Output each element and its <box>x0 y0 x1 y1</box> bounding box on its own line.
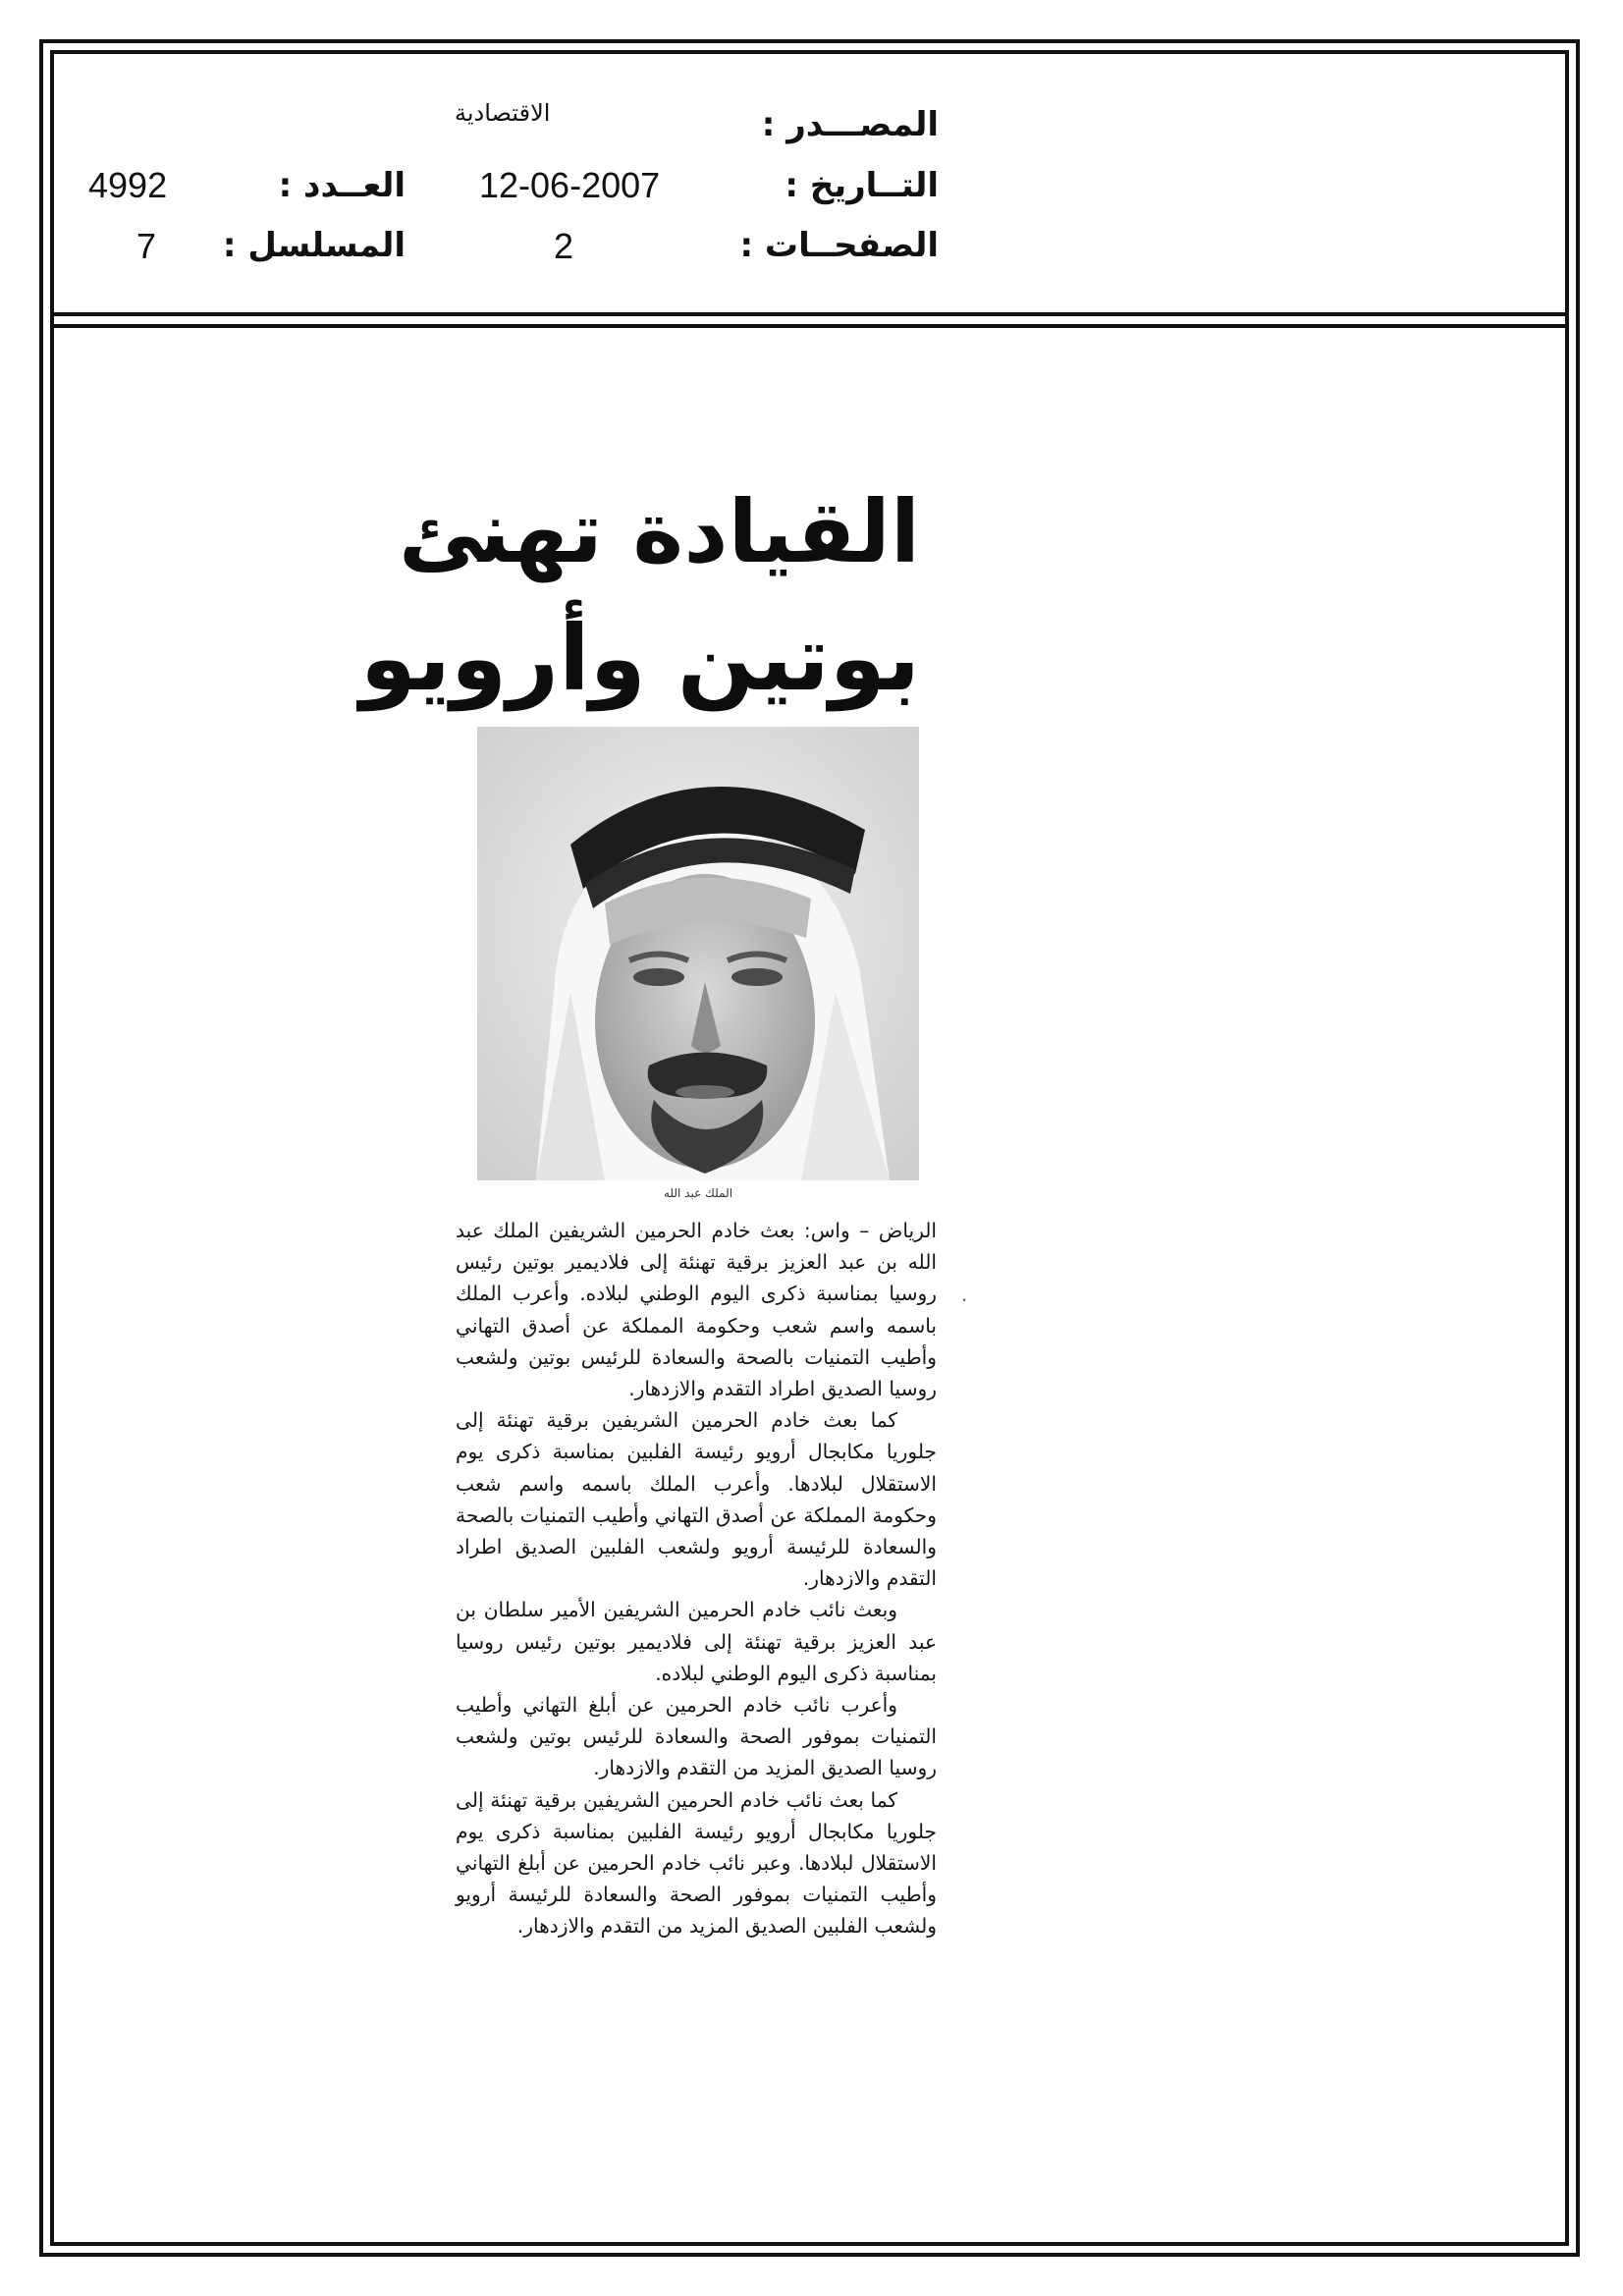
margin-tick-mark: · <box>961 1288 968 1312</box>
pages-value: 2 <box>554 226 574 266</box>
article-body <box>456 1215 937 1942</box>
header-divider-bottom <box>50 324 1569 328</box>
article-paragraph: الرياض – واس: بعث خادم الحرمين الشريفين الملك عبد الله بن عبد العزيز برقية تهنئة إلى فلاديمير بوتين رئيس روسيا بمناسبة ذكرى اليوم الوطني لبلاده. وأعرب الملك باسمه واسم شعب وحكومة المملكة عن أصدق التهاني وأطيب التمنيات بالصحة والسعادة للرئيس بوتين ولشعب روسيا الصديق اطراد التقدم والازدهار. <box>456 1219 937 1401</box>
article-paragraph: وبعث نائب خادم الحرمين الشريفين الأمير سلطان بن عبد العزيز برقية تهنئة إلى فلاديمير بوتين رئيس روسيا بمناسبة ذكرى اليوم الوطني لبلاده. <box>456 1598 937 1685</box>
headline-line-1: القيادة تهنئ <box>399 481 920 582</box>
date-value: 12-06-2007 <box>479 165 661 205</box>
serial-label: المسلسل : <box>222 226 406 265</box>
headline-line-2: بوتين وأرويو <box>359 606 920 711</box>
source-value: الاقتصادية <box>455 99 551 127</box>
issue-value: 4992 <box>88 165 168 205</box>
article-paragraph: كما بعث نائب خادم الحرمين الشريفين برقية تهنئة إلى جلوريا مكابجال أرويو رئيسة الفلبين بمناسبة ذكرى يوم الاستقلال لبلادها. وعبر نائب خادم الحرمين عن أبلغ التهاني وأطيب التمنيات بموفور الصحة والسعادة للرئيسة أرويو ولشعب الفلبين الصديق المزيد من التقدم والازدهار. <box>456 1787 937 1939</box>
header-divider-top <box>50 312 1569 316</box>
photo-caption: الملك عبد الله <box>663 1186 733 1200</box>
portrait-illustration <box>477 727 919 1180</box>
article-paragraph: كما بعث خادم الحرمين الشريفين برقية تهنئة إلى جلوريا مكابجال أرويو رئيسة الفلبين بمناسبة ذكرى يوم الاستقلال لبلادها. وأعرب الملك باسمه واسم شعب وحكومة المملكة عن أصدق التهاني وأطيب التمنيات بالصحة والسعادة للرئيسة أرويو ولشعب الفلبين الصديق اطراد التقدم والازدهار. <box>456 1408 937 1591</box>
pages-label: الصفحــات : <box>739 226 939 265</box>
serial-value: 7 <box>136 226 157 266</box>
issue-label: العــدد : <box>278 166 406 205</box>
source-label: المصـــدر : <box>761 105 939 144</box>
date-label: التــاريخ : <box>784 166 939 205</box>
article-paragraph: وأعرب نائب خادم الحرمين عن أبلغ التهاني وأطيب التمنيات بموفور الصحة والسعادة للرئيس بوتين ولشعب روسيا الصديق المزيد من التقدم والازدهار. <box>456 1693 937 1780</box>
article-photo <box>477 727 919 1180</box>
